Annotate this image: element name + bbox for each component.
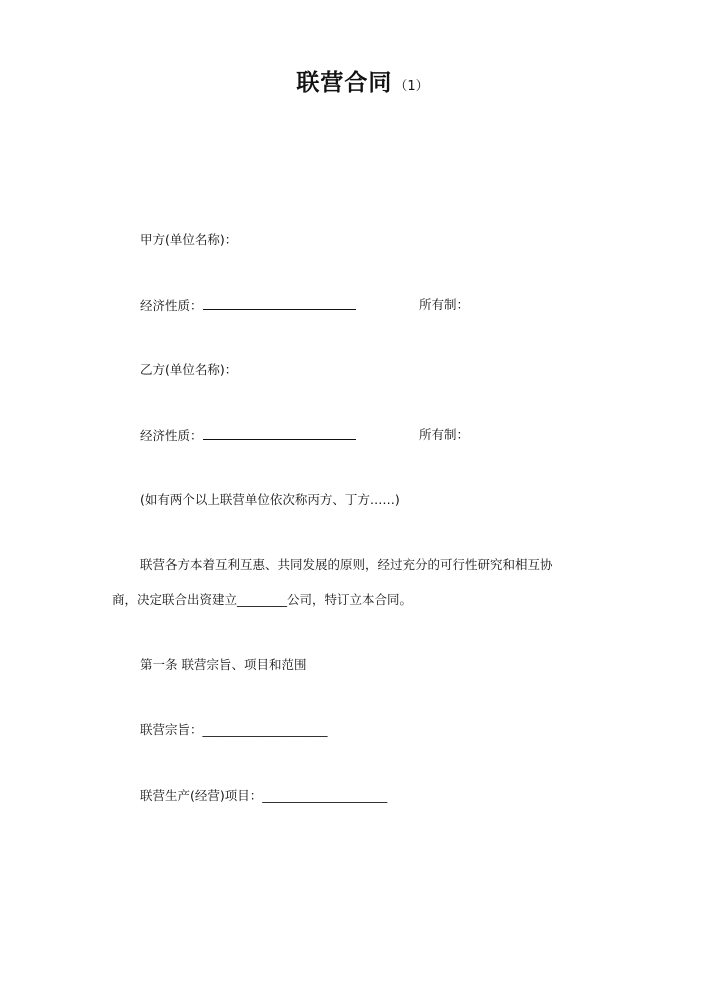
party-b-ownership-label: 所有制： [419, 427, 470, 442]
party-a-econ-field [203, 297, 356, 310]
party-a-label: 甲方(单位名称)： [140, 232, 238, 247]
party-a-econ-label: 经济性质： [140, 298, 203, 313]
party-b-econ-line [140, 427, 540, 444]
project-line: 联营生产(经营)项目：____________________ [140, 788, 388, 803]
party-a-econ-line [140, 297, 540, 314]
party-b-label: 乙方(单位名称)： [140, 362, 238, 377]
purpose-line: 联营宗旨：____________________ [140, 722, 328, 737]
party-a-name-line [140, 232, 237, 248]
document-title [0, 64, 725, 97]
preamble-line-2: 商，决定联合出资建立________公司，特订立本合同。 [112, 592, 413, 607]
title-subtitle: （1） [394, 79, 429, 94]
party-b-econ-field [203, 427, 356, 440]
article-1-heading: 第一条 联营宗旨、项目和范围 [140, 657, 307, 672]
title-main: 联营合同 [296, 70, 393, 96]
preamble-line-1: 联营各方本着互利互惠、共同发展的原则，经过充分的可行性研究和相互协 [140, 557, 553, 572]
additional-parties-note: (如有两个以上联营单位依次称丙方、丁方……) [140, 492, 400, 507]
party-b-econ-label: 经济性质： [140, 428, 203, 443]
party-a-ownership-label: 所有制： [419, 297, 470, 312]
party-b-name-line [140, 362, 237, 378]
